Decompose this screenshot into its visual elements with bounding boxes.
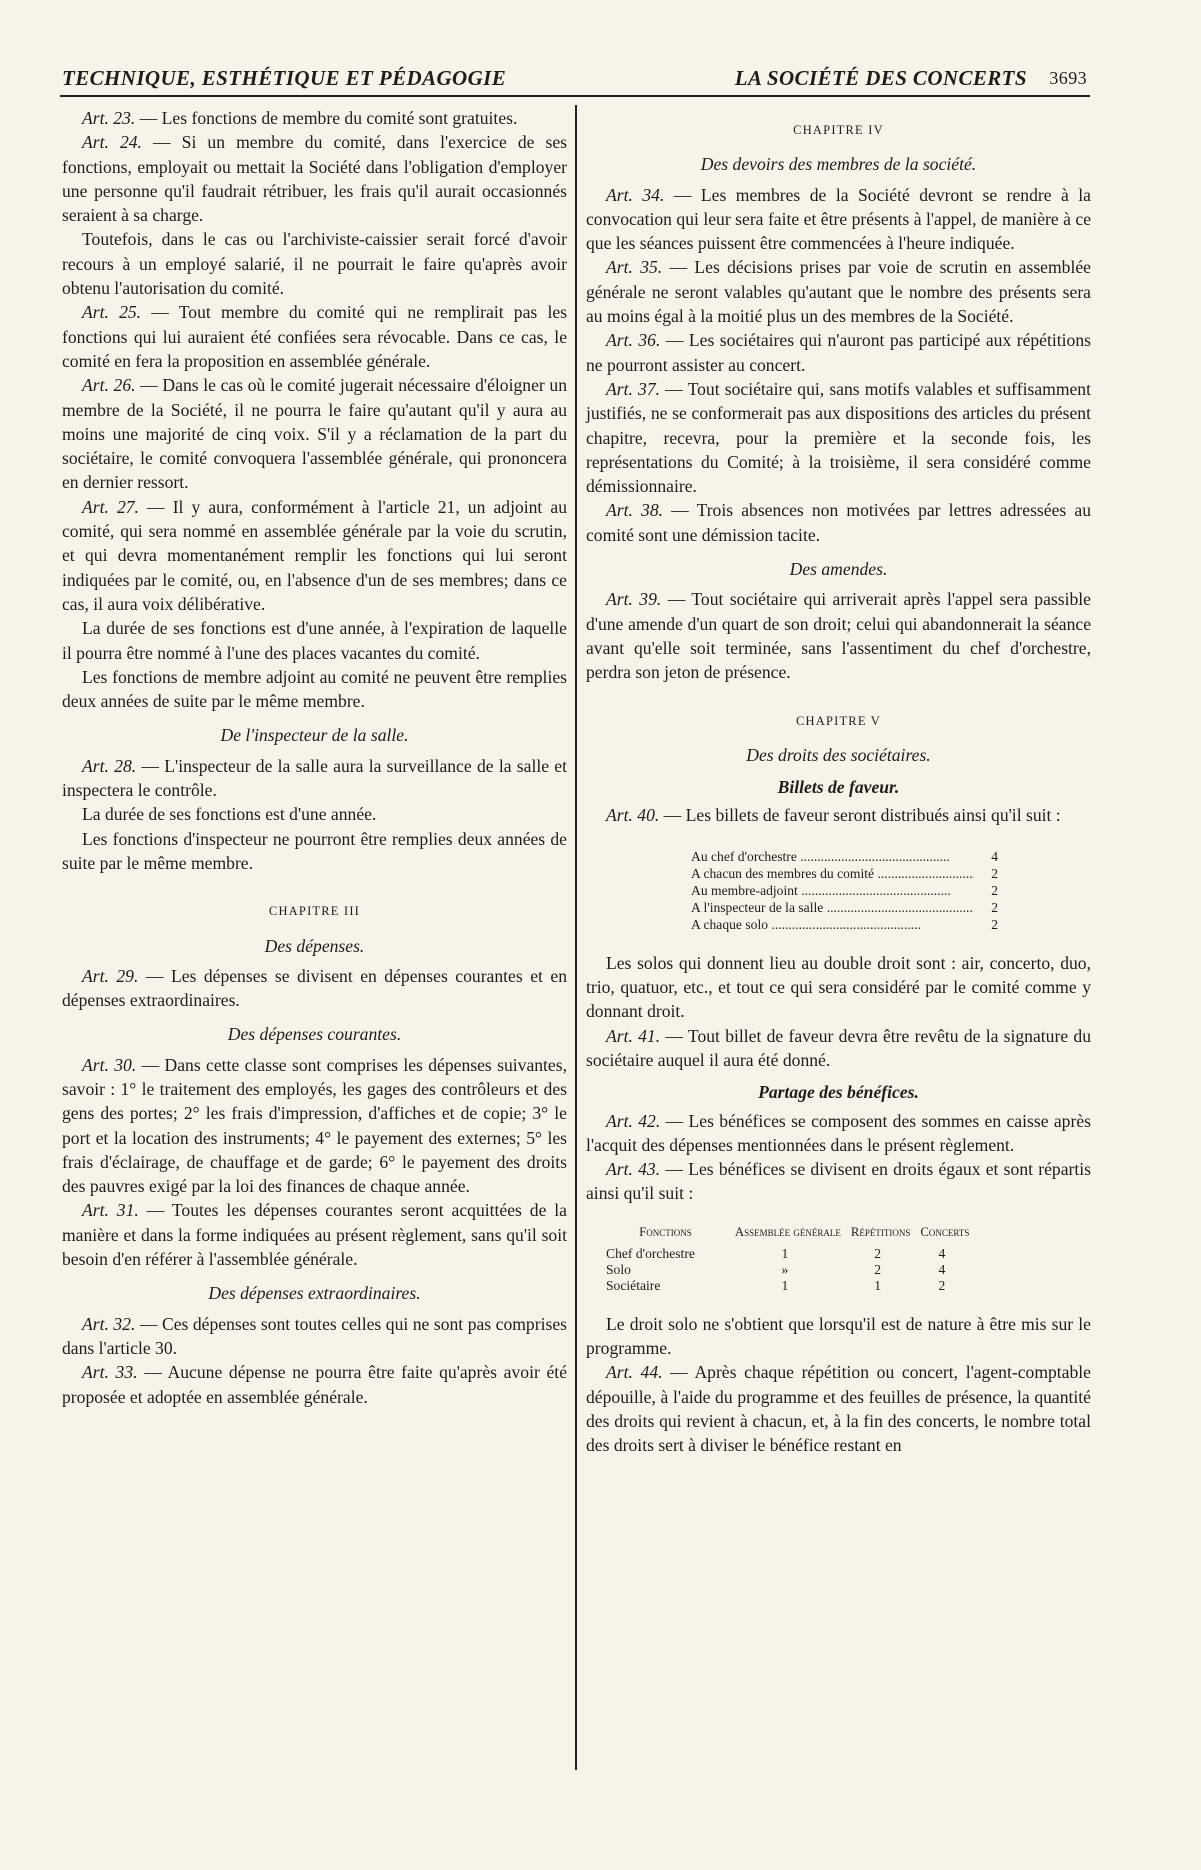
article-number: Art. 23.	[82, 108, 136, 128]
article-39	[586, 587, 1091, 684]
paragraph-text: — Dans cette classe sont comprises les dépenses suivantes, savoir : 1° le traitement des employés, les gages des contrôleurs et des gens des portes; 2° les frais d'impression, d'affiches et de copie; 3° le port et la location des instruments; 4° le payement des externes; 5° les frais d'éclairage, de chauffage et de garde; 6° le payement des droits des pauvres exigé par la loi des finances de chaque année.	[62, 1054, 567, 1197]
article-number: Art. 32.	[82, 1313, 136, 1334]
section-heading: Des dépenses.	[264, 935, 365, 956]
table-cell: 1	[781, 1277, 789, 1293]
right-column	[586, 106, 1091, 1457]
header-left-title: TECHNIQUE, ESTHÉTIQUE ET PÉDAGOGIE	[62, 66, 507, 90]
paragraph-text: La durée de ses fonctions est d'une année, à l'expiration de laquelle il pourra être nommé à l'une des places vacantes du comité.	[62, 618, 567, 663]
billet-label: A l'inspecteur de la salle .....	[691, 899, 974, 916]
paragraph-text: — Les décisions prises par voie de scrutin en assemblée générale ne seront valables qu'autant que le nombre des présents sera au moins égal à la moitié plus un des membres de la Société.	[586, 257, 1091, 327]
articles-34-38	[586, 183, 1091, 547]
table-row	[606, 1246, 979, 1262]
paragraph	[62, 130, 567, 227]
article-40	[586, 803, 1091, 827]
paragraph	[586, 1024, 1091, 1073]
table-cell: 1	[781, 1245, 789, 1261]
section-heading-devoirs: Des devoirs des membres de la société.	[700, 154, 977, 175]
paragraph	[586, 498, 1091, 547]
article-number: Art. 27.	[82, 496, 139, 517]
billet-row	[691, 899, 998, 916]
paragraph-text: — Tout sociétaire qui arriverait après l'appel sera passible d'une amende d'un quart de son droit; celui qui abandonnerait la séance avant qu'elle soit terminée, sans l'assentiment du chef d'orchestre, perdra son jeton de présence.	[586, 589, 1091, 683]
paragraph	[62, 802, 567, 826]
table-cell: Chef d'orchestre	[606, 1245, 695, 1261]
billet-count: 2	[991, 916, 998, 932]
paragraph	[62, 373, 567, 494]
paragraph	[586, 377, 1091, 498]
article-number: Art. 25.	[82, 302, 142, 323]
table-cell: 4	[938, 1261, 946, 1277]
paragraph-text: Le droit solo ne s'obtient que lorsqu'il est de nature à être mis sur le programme.	[586, 1313, 1091, 1358]
paragraph	[62, 300, 567, 373]
table-cell: Sociétaire	[606, 1277, 661, 1293]
paragraph-text: — Après chaque répétition ou concert, l'agent-comptable dépouille, à l'aide du programme et des feuilles de présence, la quantité des droits qui revient à chacun, et, à la fin des concerts, le nombre total des droits sert à diviser le bénéfice restant en	[586, 1362, 1091, 1456]
billet-row	[691, 865, 998, 882]
paragraph-text: — Les dépenses se divisent en dépenses courantes et en dépenses extraordinaires.	[62, 965, 567, 1011]
articles-solo-44	[586, 1312, 1091, 1458]
paragraph-text: Les solos qui donnent lieu au double droit sont : air, concerto, duo, trio, quatuor, etc., et tout ce qui sera considéré par le comité comme y donnant droit.	[586, 952, 1091, 1022]
article-number: Art. 43.	[606, 1159, 661, 1180]
billet-count: 2	[991, 899, 998, 915]
paragraph-text: — Si un membre du comité, dans l'exercice de ses fonctions, employait ou mettait la Société dans l'obligation d'employer une personne qu'il faudrait rétribuer, les frais qu'il aurait occasionnés seraient à sa charge.	[62, 132, 567, 226]
billet-count: 2	[991, 865, 998, 881]
header-right-title: LA SOCIÉTÉ DES CONCERTS	[734, 66, 1027, 90]
billet-row	[691, 916, 998, 933]
paragraph	[586, 1360, 1091, 1457]
section-heading-amendes: Des amendes.	[789, 559, 888, 580]
paragraph-text: — Les bénéfices se composent des sommes en caisse après l'acquit des dépenses mentionnées dans le présent règlement.	[586, 1110, 1091, 1155]
paragraph	[62, 1360, 567, 1409]
column-divider	[575, 105, 577, 1770]
article-number: Art. 40.	[606, 805, 660, 826]
paragraph-text: — Les fonctions de membre du comité sont gratuites.	[135, 108, 518, 128]
billets-list	[691, 848, 998, 933]
header-rule	[60, 95, 1090, 97]
table-row	[606, 1278, 979, 1294]
article-number: Art. 44.	[606, 1362, 663, 1383]
articles-solos-41	[586, 951, 1091, 1072]
billet-label: Au membre-adjoint .....	[691, 882, 974, 899]
table-cell: 2	[874, 1245, 881, 1261]
paragraph	[62, 227, 567, 300]
article-number: Art. 37.	[606, 378, 661, 399]
paragraph	[586, 803, 1091, 827]
paragraph-text: — Toutes les dépenses courantes seront acquittées de la manière et dans la forme indiquées au présent règlement, sans qu'il soit besoin d'en référer à l'assemblée générale.	[62, 1200, 567, 1270]
left-column	[62, 106, 567, 1409]
billet-row	[691, 848, 998, 865]
paragraph-text: — Ces dépenses sont toutes celles qui ne sont pas comprises dans l'article 30.	[62, 1313, 567, 1358]
paragraph-text: — Il y aura, conformément à l'article 21, un adjoint au comité, qui sera nommé en assemblée générale par la voie du scrutin, et qui devra momentanément remplir les fonctions qui lui seront indiquées par le comité, ou, en l'absence d'un de ses membres; dans ce cas, il aura voix délibérative.	[62, 496, 567, 614]
paragraph	[586, 183, 1091, 256]
paragraph	[586, 1312, 1091, 1361]
section-heading: Des dépenses courantes.	[227, 1024, 402, 1045]
running-header	[62, 66, 1087, 96]
table-header-cell: Répétitions	[850, 1224, 911, 1239]
paragraph-text: — Trois absences non motivées par lettres adressées au comité sont une démission tacite.	[586, 500, 1091, 545]
paragraph	[586, 1109, 1091, 1158]
article-number: Art. 42.	[606, 1110, 661, 1131]
articles-42-43	[586, 1109, 1091, 1206]
paragraph-text: — Tout billet de faveur devra être revêtu de la signature du sociétaire auquel il aura été donné.	[586, 1025, 1091, 1070]
article-number: Art. 29.	[82, 965, 139, 986]
page-number: 3693	[1049, 68, 1087, 88]
article-number: Art. 28.	[82, 755, 137, 776]
paragraph	[586, 1157, 1091, 1206]
table-row	[606, 1262, 979, 1278]
table-header-cell: Concerts	[920, 1224, 970, 1239]
billet-count: 4	[991, 848, 998, 864]
table-cell: 2	[874, 1261, 881, 1277]
paragraph-text: — Les sociétaires qui n'auront pas participé aux répétitions ne pourront assister au concert.	[586, 330, 1091, 375]
article-number: Art. 34.	[606, 184, 665, 205]
table-cell: »	[781, 1261, 789, 1277]
article-number: Art. 33.	[82, 1362, 138, 1383]
section-heading: De l'inspecteur de la salle.	[220, 725, 409, 746]
paragraph-text: — Les billets de faveur seront distribués ainsi qu'il suit :	[659, 805, 1061, 826]
paragraph-text: — Les membres de la Société devront se rendre à la convocation qui leur sera faite et être présents à l'appel, de manière à ce que les séances puissent être commencées à l'heure indiquée.	[586, 184, 1091, 254]
paragraph	[62, 106, 567, 130]
paragraph-text: — Aucune dépense ne pourra être faite qu'après avoir été proposée et adoptée en assemblée générale.	[62, 1362, 567, 1407]
table-cell: 2	[938, 1277, 946, 1293]
paragraph-text: Les fonctions de membre adjoint au comité ne peuvent être remplies deux années de suite par le même membre.	[62, 666, 567, 712]
article-number: Art. 39.	[606, 589, 662, 610]
section-heading-partage: Partage des bénéfices.	[758, 1082, 919, 1103]
paragraph-text: — L'inspecteur de la salle aura la surveillance de la salle et inspectera le contrôle.	[62, 755, 567, 801]
article-number: Art. 26.	[82, 375, 136, 396]
table-cell: Solo	[606, 1261, 631, 1277]
paragraph	[586, 255, 1091, 328]
paragraph	[62, 616, 567, 665]
paragraph	[586, 951, 1091, 1024]
paragraph	[62, 1312, 567, 1361]
table-header-cell: Fonctions	[639, 1224, 692, 1239]
section-heading: Des dépenses extraordinaires.	[208, 1283, 421, 1304]
article-number: Art. 36.	[606, 330, 661, 351]
paragraph-text: — Dans le cas où le comité jugerait nécessaire d'éloigner un membre de la Société, il ne pourra le faire qu'autant qu'il y aura au moins une majorité de cinq voix. S'il y a réclamation de la part du sociétaire, le comité convoquera l'assemblée générale, qui prononcera en dernier ressort.	[62, 375, 567, 493]
paragraph	[62, 1198, 567, 1271]
billet-label: Au chef d'orchestre .....	[691, 848, 974, 865]
paragraph-text: — Tout membre du comité qui ne remplirait pas les fonctions qui lui auraient été confiées sera révocable. Dans ce cas, le comité en fera la proposition en assemblée générale.	[62, 302, 568, 371]
article-number: Art. 24.	[82, 132, 142, 153]
article-number: Art. 41.	[606, 1025, 661, 1046]
paragraph	[62, 964, 567, 1013]
article-number: Art. 31.	[82, 1200, 139, 1221]
billet-label: A chaque solo .....	[691, 916, 974, 933]
paragraph	[586, 587, 1091, 684]
paragraph-text: — Les bénéfices se divisent en droits égaux et sont répartis ainsi qu'il suit :	[586, 1159, 1092, 1204]
paragraph	[62, 1053, 567, 1199]
section-heading-billets: Billets de faveur.	[777, 777, 900, 798]
paragraph-text: — Tout sociétaire qui, sans motifs valables et suffisamment justifiés, ne se conformerait pas aux dispositions des articles du présent chapitre, recevra, pour la première et la seconde fois, les représentations du Comité; à la troisième, il sera considéré comme démissionnaire.	[586, 378, 1091, 497]
chapter-heading-iv: CHAPITRE IV	[793, 123, 884, 137]
table-header-row	[606, 1224, 979, 1246]
paragraph	[62, 495, 567, 616]
paragraph	[62, 665, 567, 714]
paragraph-text: Les fonctions d'inspecteur ne pourront être remplies deux années de suite par le même membre.	[62, 828, 567, 873]
paragraph	[62, 754, 567, 803]
chapter-heading-v: CHAPITRE V	[795, 713, 882, 728]
article-number: Art. 38.	[606, 500, 664, 521]
billet-label: A chacun des membres du comité .....	[691, 865, 974, 882]
paragraph-text: La durée de ses fonctions est d'une année.	[82, 804, 377, 825]
section-heading-droits: Des droits des sociétaires.	[746, 744, 931, 765]
table-cell: 1	[874, 1277, 881, 1293]
chapter-heading: CHAPITRE III	[268, 904, 361, 919]
table-header-cell: Assemblée générale	[734, 1224, 841, 1239]
billet-count: 2	[991, 882, 998, 898]
table-cell: 4	[938, 1245, 946, 1261]
article-number: Art. 30.	[82, 1054, 137, 1075]
billet-row	[691, 882, 998, 899]
paragraph	[586, 328, 1091, 377]
article-number: Art. 35.	[606, 257, 663, 278]
shares-table	[606, 1224, 979, 1294]
paragraph	[62, 827, 567, 876]
paragraph-text: Toutefois, dans le cas ou l'archiviste-caissier serait forcé d'avoir recours à un employé salarié, il ne pourrait le faire qu'après avoir obtenu l'autorisation du comité.	[62, 229, 567, 299]
